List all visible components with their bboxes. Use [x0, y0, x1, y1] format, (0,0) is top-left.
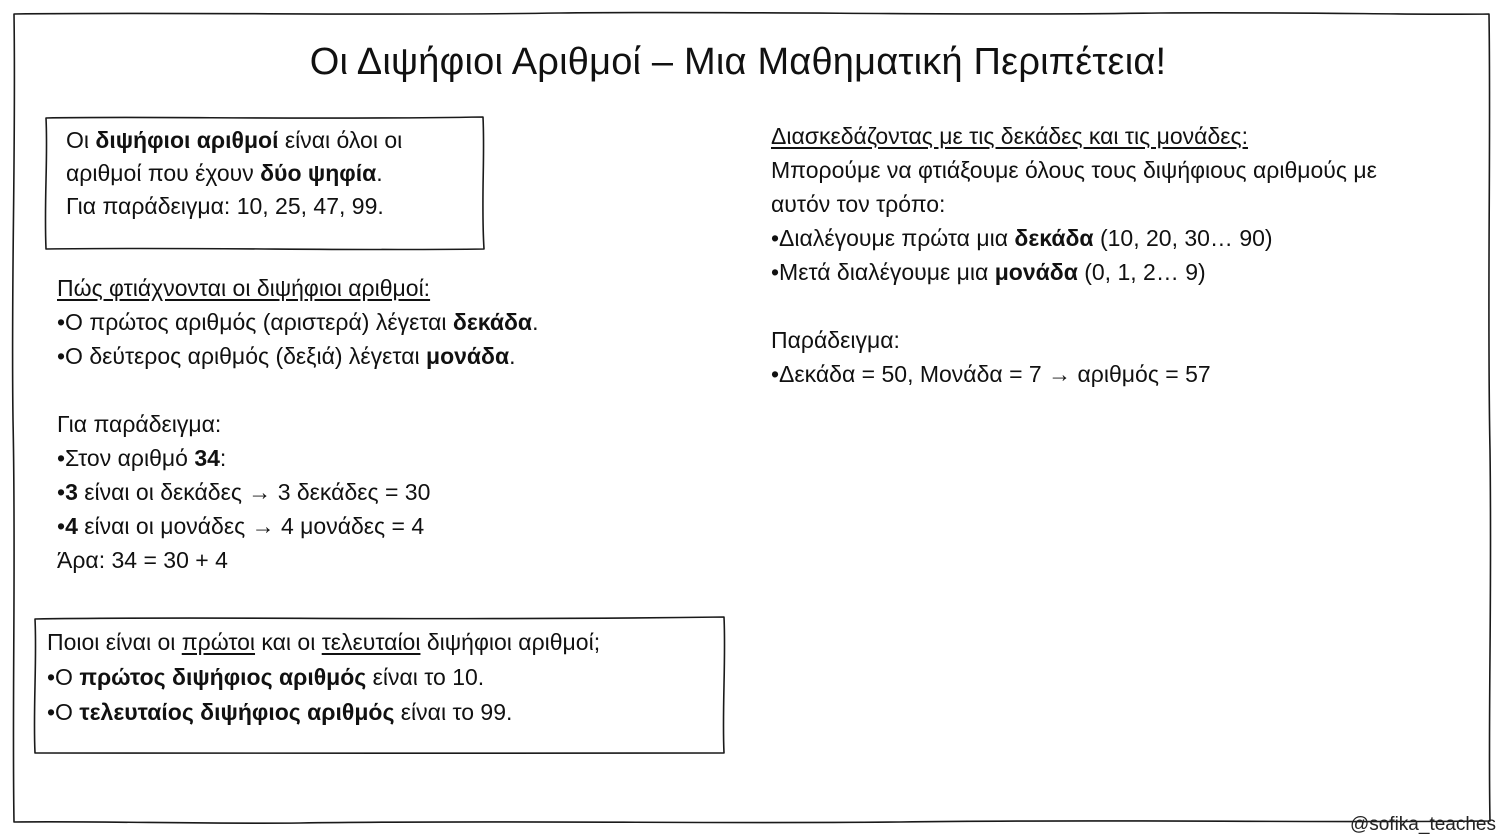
- text: διψήφιοι αριθμοί;: [420, 629, 601, 655]
- spacer: [57, 373, 538, 407]
- text: είναι το 99.: [394, 699, 513, 725]
- bullet: •: [57, 513, 66, 539]
- example-sub-1: [57, 475, 538, 509]
- definition-line-1: [66, 124, 402, 157]
- text: Οι: [66, 127, 96, 153]
- fun-bullet-1: [771, 221, 1377, 255]
- last-bullet: [47, 695, 600, 730]
- text: •Μετά διαλέγουμε μια: [771, 259, 995, 285]
- fun-bullet-2: [771, 255, 1377, 289]
- bold-text: δεκάδα: [452, 309, 533, 335]
- bold-text: 4: [65, 513, 78, 539]
- bold-text: μονάδα: [426, 343, 510, 369]
- text: :: [219, 445, 227, 471]
- how-bullet-2: [57, 339, 538, 373]
- text: (0, 1, 2… 9): [1077, 259, 1206, 285]
- fun-section: [771, 119, 1377, 391]
- text: .: [376, 160, 383, 186]
- fun-intro-line-1: Μπορούμε να φτιάξουμε όλους τους διψήφιους αριθμούς με: [771, 157, 1377, 183]
- text: (10, 20, 30… 90): [1093, 225, 1273, 251]
- fun-intro-line-2: αυτόν τον τρόπο:: [771, 191, 946, 217]
- how-section-heading: Πώς φτιάχνονται οι διψήφιοι αριθμοί:: [57, 275, 431, 301]
- text: αριθμοί που έχουν: [66, 160, 261, 186]
- how-bullet-1: [57, 305, 538, 339]
- bold-text: πρώτος διψήφιος αριθμός: [79, 664, 367, 690]
- first-last-question: [47, 625, 600, 660]
- example-bullet: [57, 441, 538, 475]
- how-section: [57, 271, 538, 577]
- text: είναι το 10.: [366, 664, 485, 690]
- text: .: [532, 309, 539, 335]
- example-sub-3: Άρα: 34 = 30 + 4: [57, 547, 228, 573]
- text: Ποιοι είναι οι: [47, 629, 182, 655]
- fun-example-bullet: •Δεκάδα = 50, Μονάδα = 7 → αριθμός = 57: [771, 361, 1211, 387]
- first-bullet: [47, 660, 600, 695]
- text: και οι: [255, 629, 322, 655]
- underlined-text: πρώτοι: [181, 629, 256, 655]
- text: είναι οι δεκάδες → 3 δεκάδες = 30: [77, 479, 431, 505]
- definition-line-2: [66, 157, 402, 190]
- text: •Ο δεύτερος αριθμός (δεξιά) λέγεται: [57, 343, 426, 369]
- bold-text: διψήφιοι αριθμοί: [95, 127, 279, 153]
- first-last-box: [47, 625, 600, 730]
- text: είναι οι μονάδες → 4 μονάδες = 4: [77, 513, 425, 539]
- example-sub-2: [57, 509, 538, 543]
- page-title: Οι Διψήφιοι Αριθμοί – Μια Μαθηματική Περιπέτεια!: [309, 41, 1167, 83]
- author-watermark: @sofika_teaches: [1349, 814, 1496, 835]
- definition-line-3: Για παράδειγμα: 10, 25, 47, 99.: [66, 193, 384, 219]
- fun-example-label: Παράδειγμα:: [771, 327, 900, 353]
- bold-text: μονάδα: [994, 259, 1078, 285]
- fun-section-heading: Διασκεδάζοντας με τις δεκάδες και τις μονάδες:: [771, 123, 1248, 149]
- underlined-text: τελευταίοι: [321, 629, 421, 655]
- text: είναι όλοι οι: [278, 127, 403, 153]
- bold-text: τελευταίος διψήφιος αριθμός: [79, 699, 395, 725]
- text: •Ο: [47, 699, 80, 725]
- text: •Διαλέγουμε πρώτα μια: [771, 225, 1015, 251]
- definition-box: [66, 124, 402, 223]
- text: .: [509, 343, 516, 369]
- text: •Ο πρώτος αριθμός (αριστερά) λέγεται: [57, 309, 453, 335]
- bold-text: 3: [65, 479, 78, 505]
- spacer: [771, 289, 1377, 323]
- text: •Στον αριθμό: [57, 445, 195, 471]
- example-label: Για παράδειγμα:: [57, 411, 222, 437]
- bullet: •: [57, 479, 66, 505]
- text: •Ο: [47, 664, 80, 690]
- bold-text: δύο ψηφία: [260, 160, 377, 186]
- bold-text: δεκάδα: [1014, 225, 1094, 251]
- bold-text: 34: [194, 445, 220, 471]
